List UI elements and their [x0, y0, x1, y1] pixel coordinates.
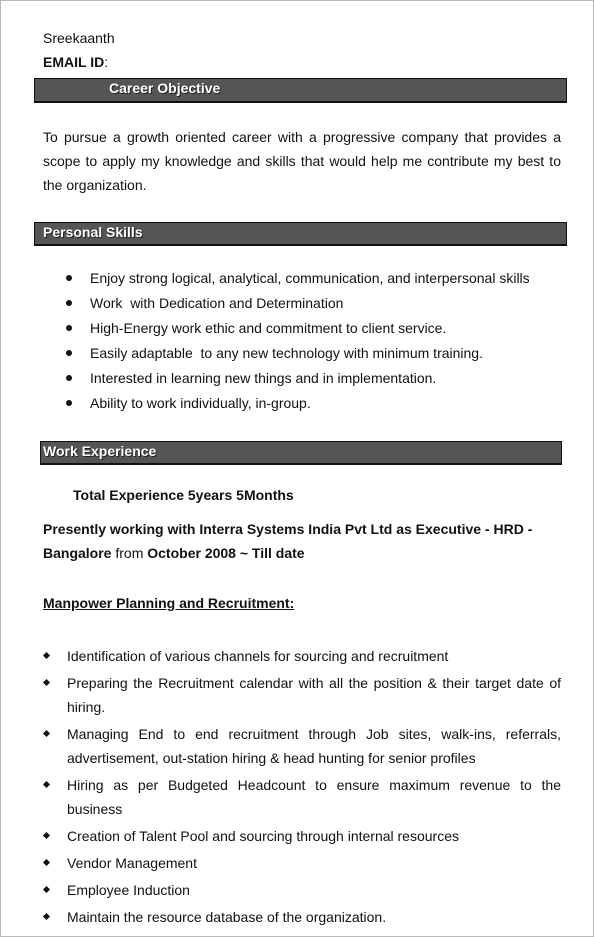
diamond-bullet-icon	[43, 913, 50, 920]
bullet-icon	[66, 275, 72, 281]
bullet-icon	[66, 350, 72, 356]
list-item	[63, 267, 543, 292]
list-item	[63, 367, 543, 392]
duty-text: Creation of Talent Pool and sourcing through internal resources	[67, 828, 459, 844]
list-item	[63, 392, 543, 417]
manpower-subheading: Manpower Planning and Recruitment:	[43, 595, 295, 611]
diamond-bullet-icon	[43, 781, 50, 788]
diamond-bullet-icon	[43, 730, 50, 737]
skill-text: Easily adaptable to any new technology with minimum training.	[90, 345, 483, 361]
duty-text: Vendor Management	[67, 855, 197, 871]
work-experience-heading: Work Experience	[40, 441, 562, 465]
present-employer: Presently working with Interra Systems India Pvt Ltd as Executive - HRD - Bangalore	[43, 521, 533, 561]
bullet-icon	[66, 375, 72, 381]
duties-list	[43, 644, 561, 932]
list-item	[63, 317, 543, 342]
list-item	[43, 671, 561, 719]
skill-text: Work with Dedication and Determination	[90, 295, 344, 311]
skill-text: Interested in learning new things and in implementation.	[90, 370, 437, 386]
career-objective-heading: Career Objective	[34, 78, 567, 103]
diamond-bullet-icon	[43, 832, 50, 839]
list-item	[43, 905, 561, 929]
present-from: from	[111, 545, 148, 561]
bullet-icon	[66, 400, 72, 406]
email-line	[43, 54, 108, 70]
list-item	[63, 342, 543, 367]
duty-text: Hiring as per Budgeted Headcount to ensure maximum revenue to the business	[67, 777, 561, 817]
email-colon: :	[104, 54, 109, 70]
personal-skills-list	[63, 267, 543, 417]
duty-text: Maintain the resource database of the organization.	[67, 909, 387, 925]
duty-text: Managing End to end recruitment through Job sites, walk-ins, referrals, advertisement, out-station hiring & head hunting for senior profiles	[67, 726, 561, 766]
list-item	[43, 878, 561, 902]
candidate-name: Sreekaanth	[43, 30, 115, 46]
personal-skills-heading: Personal Skills	[34, 222, 567, 246]
email-label: EMAIL ID	[43, 54, 105, 70]
diamond-bullet-icon	[43, 679, 50, 686]
diamond-bullet-icon	[43, 859, 50, 866]
duty-text: Employee Induction	[67, 882, 190, 898]
diamond-bullet-icon	[43, 652, 50, 659]
list-item	[43, 851, 561, 875]
list-item	[43, 773, 561, 821]
skill-text: High-Energy work ethic and commitment to client service.	[90, 320, 447, 336]
present-position	[43, 517, 563, 565]
diamond-bullet-icon	[43, 886, 50, 893]
list-item	[43, 722, 561, 770]
list-item	[43, 644, 561, 668]
skill-text: Enjoy strong logical, analytical, communication, and interpersonal skills	[90, 270, 530, 286]
bullet-icon	[66, 300, 72, 306]
duty-text: Preparing the Recruitment calendar with all the position & their target date of hiring.	[67, 675, 561, 715]
list-item	[63, 292, 543, 317]
duty-text: Identification of various channels for sourcing and recruitment	[67, 648, 449, 664]
career-objective-text: To pursue a growth oriented career with a progressive company that provides a scope to apply my knowledge and skills that would help me contribute my best to the organization.	[43, 129, 561, 193]
bullet-icon	[66, 325, 72, 331]
skill-text: Ability to work individually, in-group.	[90, 395, 311, 411]
list-item	[43, 824, 561, 848]
present-dates: October 2008 ~ Till date	[147, 545, 305, 561]
total-experience: Total Experience 5years 5Months	[73, 487, 294, 503]
